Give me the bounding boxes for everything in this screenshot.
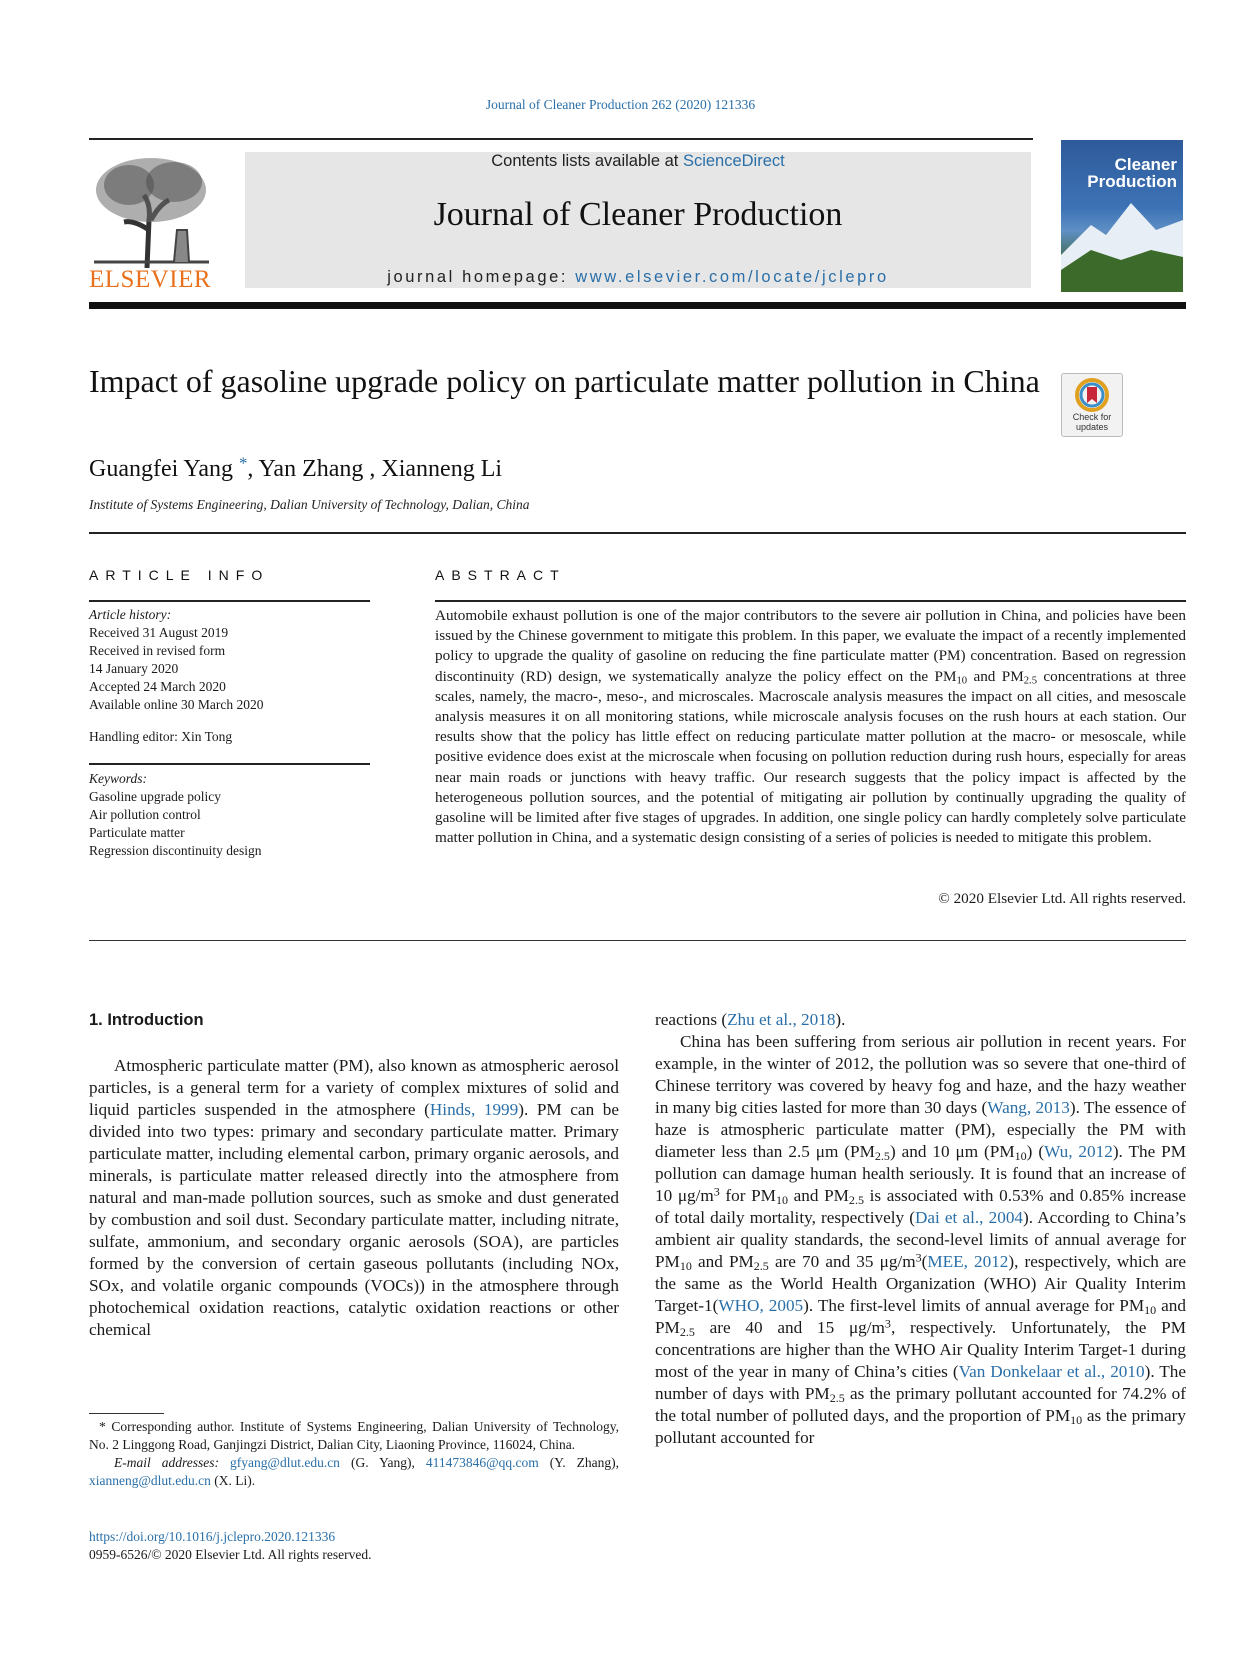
email-link[interactable]: 411473846@qq.com (425, 1455, 539, 1470)
keywords (89, 770, 370, 860)
issn-copyright: 0959-6526/© 2020 Elsevier Ltd. All rights reserved. (89, 1547, 372, 1562)
citation-link[interactable]: Hinds, 1999 (429, 1100, 519, 1119)
publisher-name: ELSEVIER (89, 266, 212, 293)
cover-title (1087, 156, 1177, 190)
homepage-prefix: journal homepage: (387, 268, 576, 286)
journal-cover-image (1061, 140, 1183, 292)
divider (435, 600, 1186, 602)
history-item: Received 31 August 2019 (89, 625, 229, 640)
footnote-rule (89, 1413, 164, 1414)
abstract-heading: ABSTRACT (435, 567, 566, 583)
article-info-heading: ARTICLE INFO (89, 567, 270, 583)
cover-title-line-2: Production (1087, 172, 1177, 191)
article-title: Impact of gasoline upgrade policy on particulate matter pollution in China (89, 363, 1040, 399)
crossmark-label-line-2: updates (1075, 422, 1109, 432)
elsevier-logo (89, 150, 214, 295)
crossmark-label (1062, 412, 1122, 432)
author-name[interactable]: Guangfei Yang (89, 456, 233, 482)
citation-link[interactable]: Dai et al., 2004 (914, 1208, 1024, 1227)
corresponding-author-marker[interactable]: * (239, 453, 248, 473)
history-item: 14 January 2020 (89, 661, 179, 676)
affiliation: Institute of Systems Engineering, Dalian University of Technology, Dalian, China (89, 497, 530, 512)
citation-link[interactable]: WHO, 2005 (718, 1296, 804, 1315)
handling-editor: Handling editor: Xin Tong (89, 729, 233, 744)
article-history (89, 606, 370, 714)
journal-citation-link[interactable]: Journal of Cleaner Production 262 (2020) 121336 (485, 97, 756, 112)
history-item: Accepted 24 March 2020 (89, 679, 226, 694)
divider (89, 763, 370, 765)
email-link[interactable]: xianneng@dlut.edu.cn (89, 1473, 211, 1488)
cover-mountain-icon (1061, 195, 1183, 292)
contents-line (245, 152, 1031, 171)
email-addresses: E-mail addresses: gfyang@dlut.edu.cn (G. Yang), 411473846@qq.com (Y. Zhang), xianneng@dlut.edu.cn (X. Li). (89, 1455, 619, 1488)
history-item: Available online 30 March 2020 (89, 697, 264, 712)
intro-column-2: reactions (Zhu et al., 2018). China has been suffering from serious air pollution in recent years. For example, in the winter of 2012, the pollution was so severe that one-third of Chinese territory was covered by heavy fog and haze, and the hazy weather in many big cities lasted for more than 30 days (Wang, 2013). The essence of haze is atmospheric particulate matter (PM), especially the PM with diameter less than 2.5 μm $(PM_{2.5})$ and 10 μm $(PM_{10})$ (Wu, 2012). The PM pollution can damage human health seriously. It is found that an increase of 10 $\mu g/m^3$ for $PM_{10}$ and $PM_{2.5}$ is associated with 0.53% and 0.85% increase of total daily mortality, respectively (Dai et al., 2004). According to China’s ambient air quality standards, the second-level limits of annual average for $PM_{10}$ and $PM_{2.5}$ are 70 and 35 $\mu g/m^3(MEE$, 2012), respectively, which are the same as the World Health Organization (WHO) Air Quality Interim Target-1(WHO, 2005). The first-level limits of annual average for $PM_{10}$ and $PM_{2.5}$ are 40 and 15 $\mu g/m^3$, respectively. Unfortunately, the PM concentrations are higher than the WHO Air Quality Interim Target-1 during most of the year in many of China’s cities (Van Donkelaar et al., 2010). The number of days with $PM_{2.5}$ as the primary pollutant accounted for 74.2% of the total number of polluted days, and the proportion of $PM_{10}$ as the primary pollutant accounted for (655, 1010, 1187, 1447)
citation-link[interactable]: Zhu et al., 2018 (727, 1010, 836, 1029)
journal-homepage-link[interactable]: www.elsevier.com/locate/jclepro (575, 268, 889, 286)
header-bottom-rule (89, 302, 1186, 309)
journal-banner (245, 152, 1031, 288)
contents-prefix: Contents lists available at (491, 152, 683, 170)
divider (89, 600, 370, 602)
homepage-line (245, 268, 1031, 287)
keyword-item: Air pollution control (89, 807, 201, 822)
history-item: Received in revised form (89, 643, 226, 658)
author-names-rest: , Yan Zhang , Xianneng Li (247, 456, 503, 482)
corresponding-author-note: * Corresponding author. Institute of Systems Engineering, Dalian University of Technology, No. 2 Linggong Road, Ganjingzi District, Dalian City, Liaoning Province, 116024, China. (89, 1419, 619, 1452)
header-top-rule (89, 138, 1033, 140)
check-for-updates-button[interactable] (1061, 373, 1123, 437)
intro-column-1: Atmospheric particulate matter (PM), also known as atmospheric aerosol particles, is a general term for a variety of complex mixtures of solid and liquid particles suspended in the atmosphere (Hinds, 1999). PM can be divided into two types: primary and secondary particulate matter. Primary particulate matter, including elemental carbon, primary organic aerosols, and minerals, is particulate matter released directly into the atmosphere from natural and man-made pollution sources, such as smoke and dust generated by combustion and soil dust. Secondary particulate matter, including nitrate, sulfate, ammonium, and secondary organic aerosols (SOA), are particles formed by the conversion of certain gaseous pollutants (including NOx, SOx, and volatile organic compounds (VOCs)) in the atmosphere through photochemical oxidation reactions, catalytic oxidation reactions or other chemical (89, 1056, 619, 1339)
crossmark-label-line-1: Check for (1072, 412, 1112, 422)
email-link[interactable]: gfyang@dlut.edu.cn (230, 1455, 340, 1470)
keyword-item: Gasoline upgrade policy (89, 789, 221, 804)
keyword-item: Regression discontinuity design (89, 843, 262, 858)
history-label: Article history: (89, 607, 172, 622)
crossmark-icon (1074, 377, 1110, 413)
citation-link[interactable]: Wang, 2013 (987, 1098, 1070, 1117)
doi-block (89, 1528, 371, 1564)
elsevier-tree-icon (89, 150, 214, 268)
citation-link[interactable]: MEE, 2012 (927, 1252, 1009, 1271)
citation-link[interactable]: Wu, 2012 (1044, 1142, 1113, 1161)
abstract-text: Automobile exhaust pollution is one of the major contributors to the severe air pollution in China, and policies have been issued by the Chinese government to mitigate this problem. In this paper, we evaluate the impact of a recently implemented policy to upgrade the quality of gasoline on reducing the fine particulate matter (PM) concentration. Based on regression discontinuity (RD) design, we systematically analyze the policy effect on the $PM_{10}$ and $PM_{2.5}$ concentrations at three scales, namely, the macro-, meso-, and microscales. Macroscale analysis measures the impact on all cities, and mesoscale analysis measures it on all monitoring stations, while microscale analysis focuses on the rush hours at each station. Our results show that the policy has little effect on reducing particulate matter pollution at the macro- or mesoscale, while positive evidence does exist at the microscale when focusing on pollution reduction during rush hours, especially for areas near main roads or junctions with heavy traffic. Our research suggests that the policy impact is affected by the heterogeneous pollution sources, and the potential of mitigating air pollution by continually upgrading the quality of gasoline will be limited after five stages of upgrades. In addition, one single policy can hardly completely solve particulate matter pollution in China, and a systematic design consisting of a series of policies is needed to mitigate this problem. (435, 607, 1186, 847)
journal-name: Journal of Cleaner Production (433, 196, 843, 233)
author-list (89, 453, 503, 483)
abstract-copyright: © 2020 Elsevier Ltd. All rights reserved. (938, 890, 1186, 907)
keywords-label: Keywords: (89, 771, 147, 786)
keyword-item: Particulate matter (89, 825, 185, 840)
section-heading-introduction: 1. Introduction (89, 1011, 204, 1029)
cover-title-line-1: Cleaner (1114, 155, 1177, 174)
email-label: E-mail addresses: (114, 1455, 231, 1470)
footnote (89, 1418, 619, 1490)
doi-link[interactable]: https://doi.org/10.1016/j.jclepro.2020.121336 (89, 1529, 336, 1544)
citation-link[interactable]: Van Donkelaar et al., 2010 (958, 1362, 1145, 1381)
divider (89, 532, 1186, 534)
divider (89, 940, 1186, 941)
sciencedirect-link[interactable]: ScienceDirect (682, 152, 785, 170)
